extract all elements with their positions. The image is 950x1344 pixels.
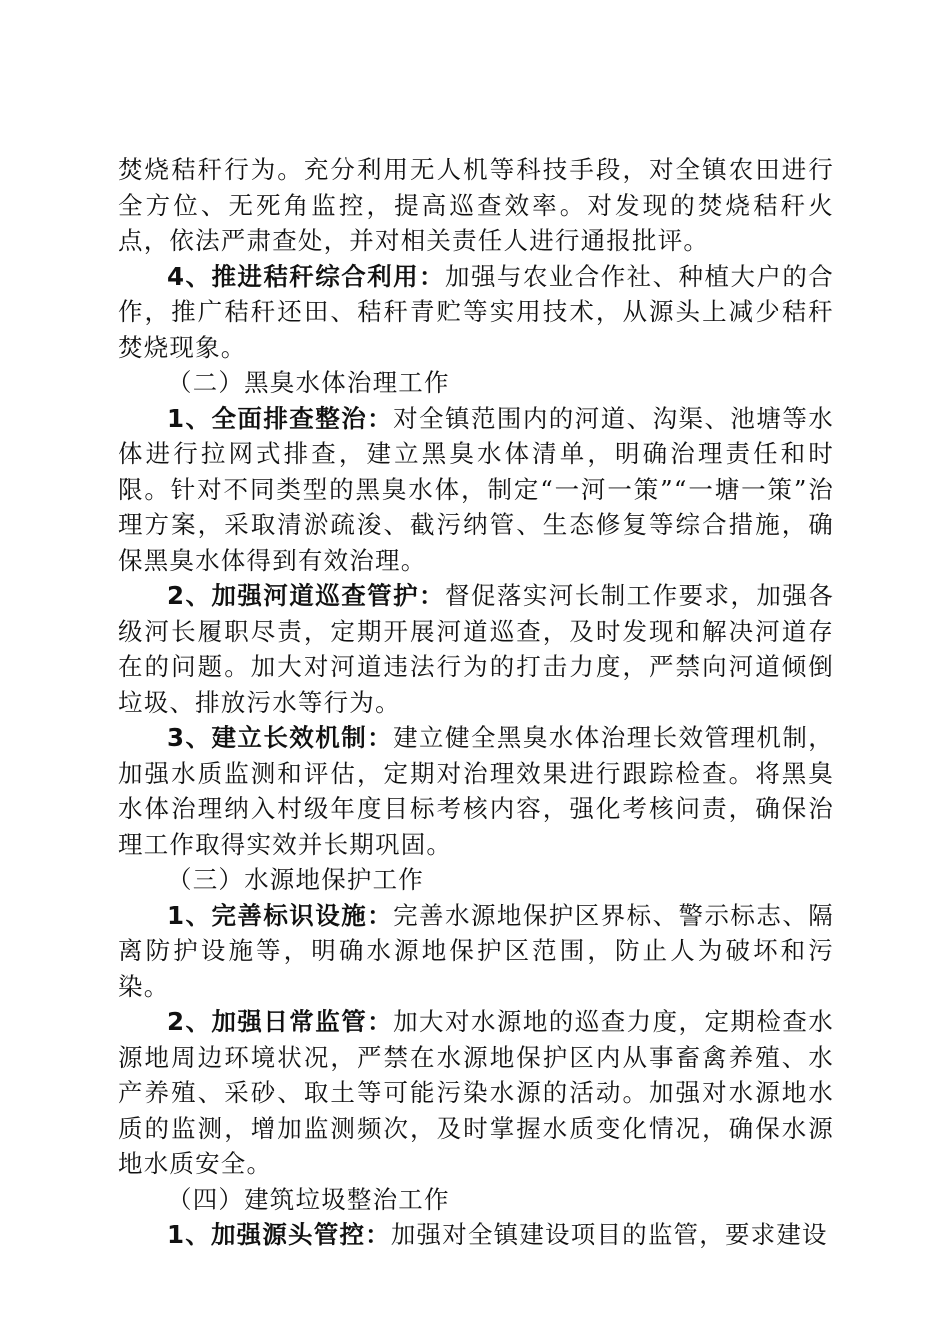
paragraph-river-patrol xyxy=(118,578,834,720)
paragraph-lead: 2、加强日常监管： xyxy=(167,1007,394,1036)
paragraph-text: 完善水源地保护区界标、警示标志、隔离防护设施等，明确水源地保护区范围，防止人为破坏和污染。 xyxy=(118,900,834,1001)
paragraph-text: 对全镇范围内的河道、沟渠、池塘等水体进行拉网式排查，建立黑臭水体清单，明确治理责任和时限。针对不同类型的黑臭水体，制定“一河一策”“一塘一策”治理方案，采取清淤疏浚、截污纳管、生态修复等综合措施，确保黑臭水体得到有效治理。 xyxy=(118,403,834,575)
paragraph-text: 督促落实河长制工作要求，加强各级河长履职尽责，定期开展河道巡查，及时发现和解决河道存在的问题。加大对河道违法行为的打击力度，严禁向河道倾倒垃圾、排放污水等行为。 xyxy=(118,581,834,717)
paragraph-straw-utilization xyxy=(118,259,834,366)
paragraph-text: 焚烧秸秆行为。充分利用无人机等科技手段，对全镇农田进行全方位、无死角监控，提高巡查效率。对发现的焚烧秸秆火点，依法严肃查处，并对相关责任人进行通报批评。 xyxy=(118,155,834,255)
paragraph-daily-supervision xyxy=(118,1004,834,1182)
paragraph-text: 加强与农业合作社、种植大户的合作，推广秸秆还田、秸秆青贮等实用技术，从源头上减少秸秆焚烧现象。 xyxy=(118,261,834,362)
section-heading-construction-waste: （四）建筑垃圾整治工作 xyxy=(167,1184,450,1214)
paragraph-lead: 1、完善标识设施： xyxy=(167,900,394,930)
paragraph-long-term-mechanism xyxy=(118,720,834,862)
paragraph-comprehensive-survey xyxy=(118,401,834,579)
paragraph-lead: 2、加强河道巡查管护： xyxy=(167,581,445,610)
paragraph-lead: 1、全面排查整治： xyxy=(167,403,394,433)
paragraph-signage-facilities xyxy=(118,898,834,1005)
section-heading-black-odorous-water: （二）黑臭水体治理工作 xyxy=(167,368,450,397)
section-heading-water-source-protection: （三）水源地保护工作 xyxy=(167,865,424,894)
document-page xyxy=(118,152,834,1253)
paragraph-straw-burning-monitoring xyxy=(118,152,834,259)
paragraph-lead: 3、建立长效机制： xyxy=(167,723,394,752)
paragraph-lead: 1、加强源头管控： xyxy=(167,1220,391,1249)
paragraph-text: 加大对水源地的巡查力度，定期检查水源地周边环境状况，严禁在水源地保护区内从事畜禽养殖、水产养殖、采砂、取土等可能污染水源的活动。加强对水源地水质的监测，增加监测频次，及时掌握水质变化情况，确保水源地水质安全。 xyxy=(118,1007,834,1178)
paragraph-source-control xyxy=(118,1217,834,1253)
paragraph-text: 加强对全镇建设项目的监管，要求建设 xyxy=(390,1220,828,1249)
paragraph-text: 建立健全黑臭水体治理长效管理机制，加强水质监测和评估，定期对治理效果进行跟踪检查。将黑臭水体治理纳入村级年度目标考核内容，强化考核问责，确保治理工作取得实效并长期巩固。 xyxy=(118,723,834,859)
paragraph-lead: 4、推进秸秆综合利用： xyxy=(167,261,445,291)
